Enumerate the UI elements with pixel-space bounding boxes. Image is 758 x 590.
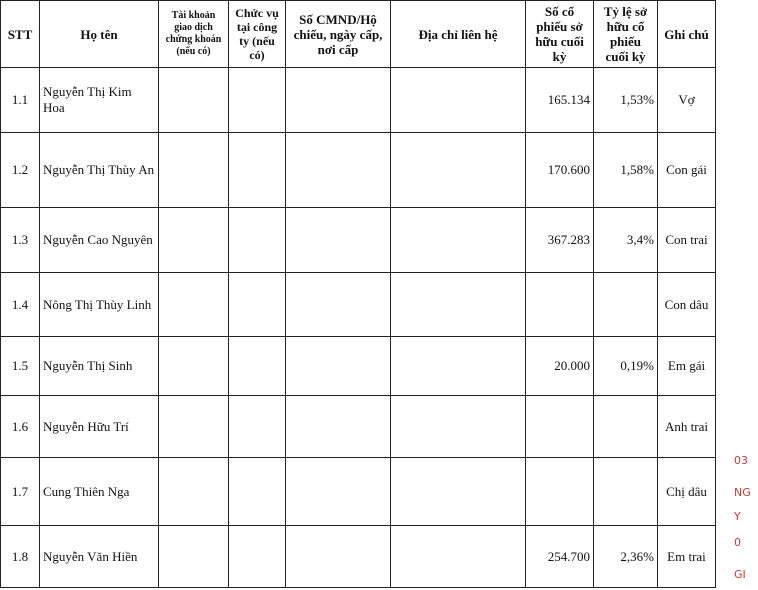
cell-ratio [594,458,658,526]
cell-shares [526,273,594,337]
header-id-card: Số CMND/Hộ chiếu, ngày cấp, nơi cấp [286,1,391,68]
cell-name: Nguyễn Thị Sinh [40,337,159,396]
cell-note: Con gái [658,133,716,208]
cell-stt: 1.4 [1,273,40,337]
header-account: Tài khoản giao dịch chứng khoán (nếu có) [159,1,229,68]
cell-note: Anh trai [658,396,716,458]
cell-id-card [286,273,391,337]
cell-position [229,208,286,273]
header-ratio: Tỷ lệ sở hữu cổ phiếu cuối kỳ [594,1,658,68]
cell-ratio: 0,19% [594,337,658,396]
stamp-mark: GI [734,568,746,581]
cell-ratio: 1,53% [594,68,658,133]
cell-shares: 254.700 [526,526,594,588]
cell-note: Con dâu [658,273,716,337]
cell-shares [526,396,594,458]
cell-note: Em gái [658,337,716,396]
cell-ratio: 3,4% [594,208,658,273]
cell-address [391,208,526,273]
cell-id-card [286,208,391,273]
cell-position [229,337,286,396]
cell-position [229,458,286,526]
cell-name: Cung Thiên Nga [40,458,159,526]
cell-stt: 1.7 [1,458,40,526]
cell-address [391,458,526,526]
table-row [1,273,716,337]
header-note: Ghi chú [658,1,716,68]
cell-account [159,273,229,337]
cell-shares [526,458,594,526]
cell-name: Nông Thị Thùy Linh [40,273,159,337]
cell-address [391,133,526,208]
cell-address [391,68,526,133]
cell-position [229,396,286,458]
cell-note: Con trai [658,208,716,273]
cell-id-card [286,133,391,208]
cell-stt: 1.5 [1,337,40,396]
cell-name: Nguyễn Hữu Trí [40,396,159,458]
table-row [1,458,716,526]
cell-stt: 1.8 [1,526,40,588]
cell-address [391,337,526,396]
table-row [1,208,716,273]
cell-ratio: 2,36% [594,526,658,588]
header-row [1,1,716,68]
cell-id-card [286,337,391,396]
cell-ratio [594,396,658,458]
header-shares: Số cổ phiếu sở hữu cuối kỳ [526,1,594,68]
cell-stt: 1.2 [1,133,40,208]
cell-position [229,273,286,337]
cell-id-card [286,526,391,588]
cell-address [391,396,526,458]
red-stamp-fragment [728,440,758,590]
cell-id-card [286,396,391,458]
cell-position [229,526,286,588]
table-row [1,68,716,133]
header-name: Họ tên [40,1,159,68]
cell-shares: 170.600 [526,133,594,208]
cell-ratio [594,273,658,337]
header-position: Chức vụ tại công ty (nếu có) [229,1,286,68]
stamp-mark: 0 [734,536,741,549]
cell-name: Nguyễn Thị Thùy An [40,133,159,208]
cell-address [391,526,526,588]
table-row [1,396,716,458]
cell-account [159,208,229,273]
cell-shares: 367.283 [526,208,594,273]
cell-id-card [286,68,391,133]
cell-name: Nguyễn Văn Hiền [40,526,159,588]
cell-position [229,133,286,208]
cell-shares: 165.134 [526,68,594,133]
cell-address [391,273,526,337]
cell-name: Nguyễn Cao Nguyên [40,208,159,273]
stamp-mark: NG [734,486,751,499]
cell-stt: 1.3 [1,208,40,273]
cell-account [159,68,229,133]
header-stt: STT [1,1,40,68]
cell-shares: 20.000 [526,337,594,396]
cell-stt: 1.1 [1,68,40,133]
stamp-mark: Y [734,510,741,523]
cell-account [159,396,229,458]
cell-note: Vợ [658,68,716,133]
table-row [1,133,716,208]
table-row [1,337,716,396]
cell-note: Chị dâu [658,458,716,526]
cell-note: Em trai [658,526,716,588]
cell-position [229,68,286,133]
cell-name: Nguyễn Thị Kim Hoa [40,68,159,133]
cell-account [159,526,229,588]
stamp-mark: 03 [734,454,748,467]
cell-account [159,133,229,208]
table-row [1,526,716,588]
cell-stt: 1.6 [1,396,40,458]
header-address: Địa chỉ liên hệ [391,1,526,68]
cell-id-card [286,458,391,526]
cell-ratio: 1,58% [594,133,658,208]
cell-account [159,337,229,396]
cell-account [159,458,229,526]
